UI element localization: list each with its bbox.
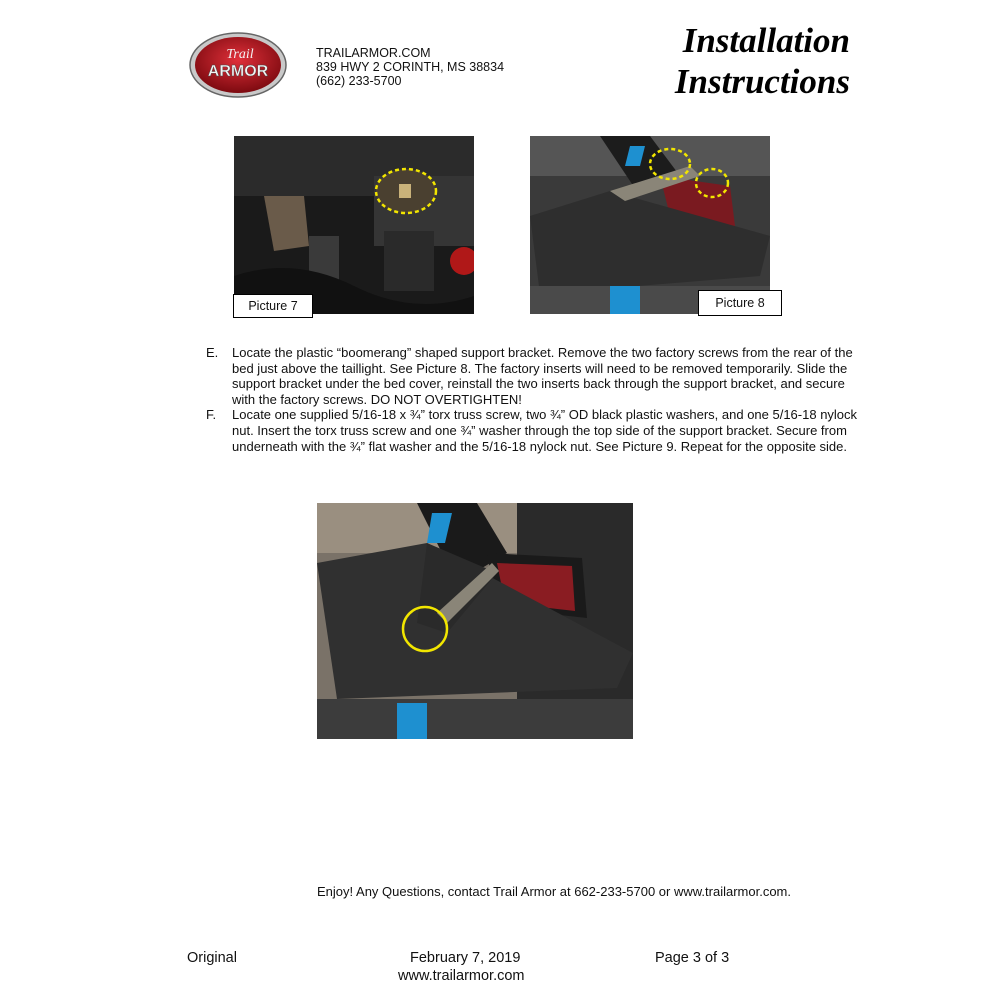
contact-note: Enjoy! Any Questions, contact Trail Armor at 662-233-5700 or www.trailarmor.com. bbox=[317, 884, 791, 899]
step-e bbox=[206, 345, 866, 407]
step-text: Locate the plastic “boomerang” shaped support bracket. Remove the two factory screws from the rear of the bed just above the taillight. See Picture 8. The factory inserts will need to be removed temporarily. Slide the support bracket under the bed cover, reinstall the two inserts back through the support bracket, and secure with the factory screws. DO NOT OVERTIGHTEN! bbox=[232, 345, 853, 407]
title-line-2: Instructions bbox=[674, 62, 850, 101]
company-info bbox=[316, 46, 504, 88]
picture-8-caption: Picture 8 bbox=[698, 290, 782, 316]
step-letter: F. bbox=[206, 407, 217, 423]
step-text: Locate one supplied 5/16-18 x ¾” torx truss screw, two ¾” OD black plastic washers, and one 5/16-18 nylock nut. Insert the torx truss screw and one ¾” washer through the top side of the support bracket. Secure from underneath with the ¾” flat washer and the 5/16-18 nylock nut. See Picture 9. Repeat for the opposite side. bbox=[232, 407, 858, 454]
instruction-steps bbox=[206, 345, 866, 454]
title-line-1: Installation bbox=[682, 21, 850, 60]
logo-text-bottom: ARMOR bbox=[207, 63, 269, 80]
document-title bbox=[675, 20, 850, 102]
company-website: TRAILARMOR.COM bbox=[316, 46, 431, 60]
footer-page-number: Page 3 of 3 bbox=[655, 950, 730, 966]
trail-armor-logo bbox=[188, 30, 288, 100]
footer-website: www.trailarmor.com bbox=[398, 968, 525, 984]
company-address: 839 HWY 2 CORINTH, MS 38834 bbox=[316, 60, 505, 74]
company-phone: (662) 233-5700 bbox=[316, 74, 402, 88]
picture-9-photo bbox=[317, 503, 633, 739]
picture-7-caption: Picture 7 bbox=[233, 294, 313, 318]
logo-text-top: Trail bbox=[226, 47, 254, 62]
picture-7-photo bbox=[234, 136, 474, 314]
step-letter: E. bbox=[206, 345, 219, 360]
footer-date: February 7, 2019 bbox=[410, 950, 521, 966]
picture-8-photo bbox=[530, 136, 770, 314]
step-f bbox=[206, 407, 866, 454]
footer-version: Original bbox=[187, 950, 237, 966]
